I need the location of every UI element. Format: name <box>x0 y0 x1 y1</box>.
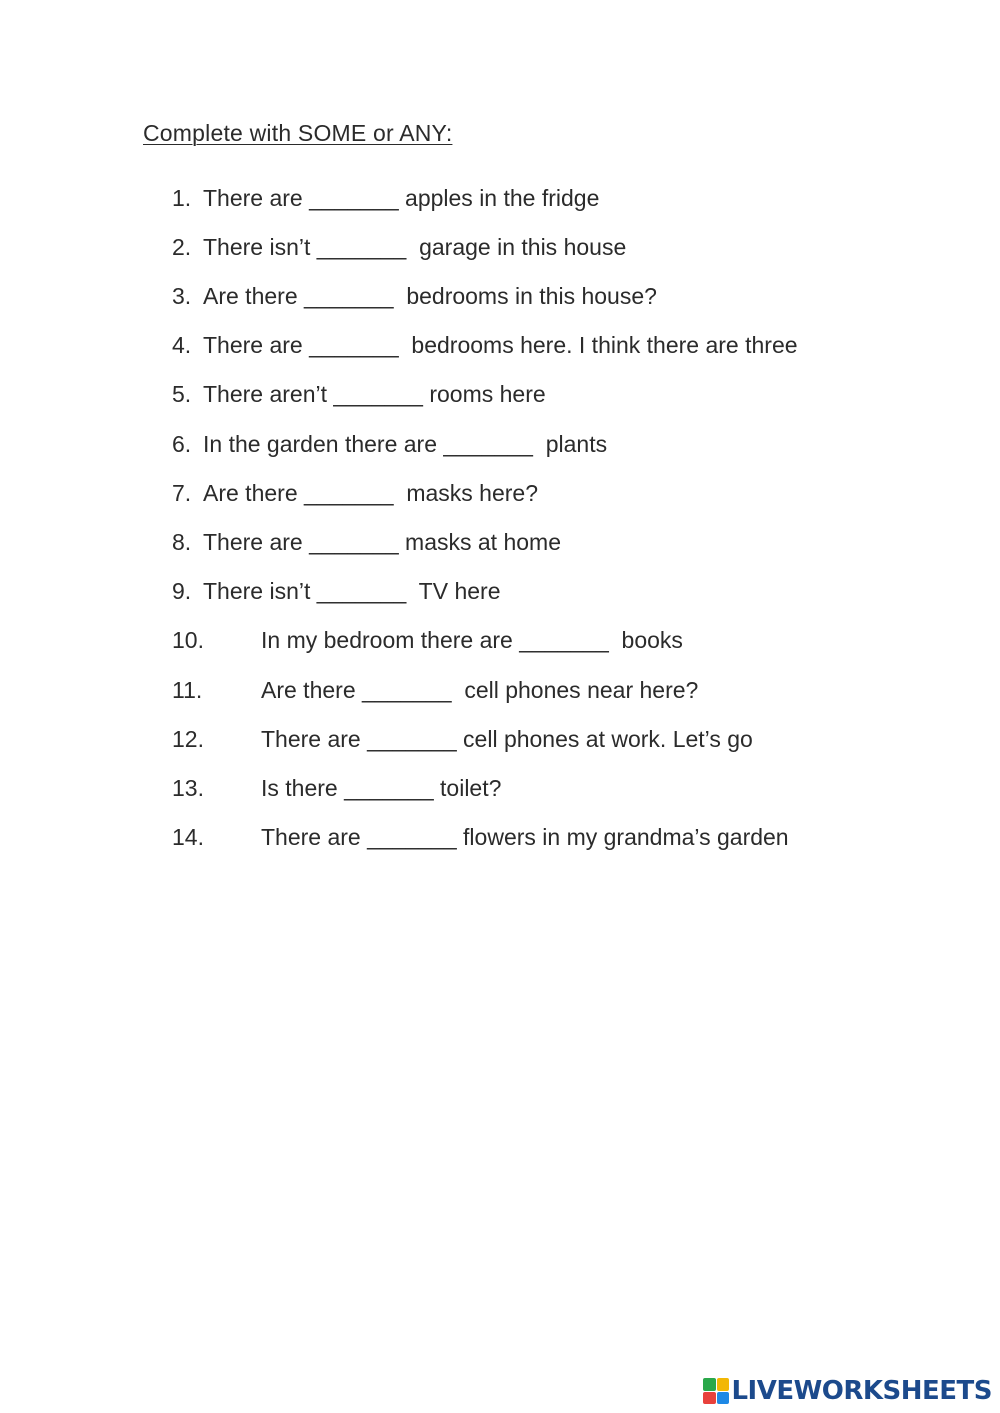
item-text: Are there _______ masks here? <box>203 480 538 506</box>
list-item <box>172 625 683 655</box>
item-text: Are there _______ cell phones near here? <box>261 677 699 703</box>
list-item <box>172 675 698 705</box>
list-item <box>172 429 607 459</box>
item-number: 11. <box>172 677 203 703</box>
list-item <box>172 232 626 262</box>
list-item <box>172 527 561 557</box>
list-item <box>172 330 798 360</box>
item-text: There isn’t _______ garage in this house <box>203 234 627 260</box>
list-item <box>172 478 538 508</box>
logo-square <box>717 1392 730 1405</box>
item-number: 10. <box>172 627 204 653</box>
list-item <box>172 379 546 409</box>
liveworksheets-logo[interactable] <box>703 1376 992 1406</box>
item-text: There are _______ bedrooms here. I think there are three <box>203 332 798 358</box>
item-text: In the garden there are _______ plants <box>203 431 608 457</box>
item-text: There are _______ apples in the fridge <box>203 185 600 211</box>
liveworksheets-logo-icon <box>703 1378 729 1404</box>
list-item <box>172 773 501 803</box>
item-number: 3. <box>172 283 192 309</box>
list-item <box>172 183 599 213</box>
item-number: 9. <box>172 578 192 604</box>
item-number: 1. <box>172 185 192 211</box>
item-number: 4. <box>172 332 192 358</box>
item-number: 12. <box>172 726 204 752</box>
item-number: 6. <box>172 431 192 457</box>
item-number: 5. <box>172 381 192 407</box>
worksheet-title: Complete with SOME or ANY: <box>143 120 453 146</box>
item-number: 7. <box>172 480 192 506</box>
item-text: There are _______ cell phones at work. Let’s go <box>261 726 753 752</box>
item-number: 8. <box>172 529 192 555</box>
list-item <box>172 576 500 606</box>
list-item <box>172 822 789 852</box>
list-item <box>172 281 657 311</box>
logo-square <box>703 1392 716 1405</box>
item-number: 14. <box>172 824 204 850</box>
item-text: Are there _______ bedrooms in this house? <box>203 283 657 309</box>
item-text: Is there _______ toilet? <box>261 775 502 801</box>
item-number: 2. <box>172 234 192 260</box>
item-number: 13. <box>172 775 204 801</box>
item-text: There isn’t _______ TV here <box>203 578 501 604</box>
logo-square <box>717 1378 730 1391</box>
item-text: There aren’t _______ rooms here <box>203 381 546 407</box>
logo-wordmark: LIVEWORKSHEETS <box>731 1376 992 1406</box>
item-text: In my bedroom there are _______ books <box>261 627 683 653</box>
item-text: There are _______ flowers in my grandma’s garden <box>261 824 789 850</box>
item-text: There are _______ masks at home <box>203 529 561 555</box>
list-item <box>172 724 753 754</box>
logo-square <box>703 1378 716 1391</box>
